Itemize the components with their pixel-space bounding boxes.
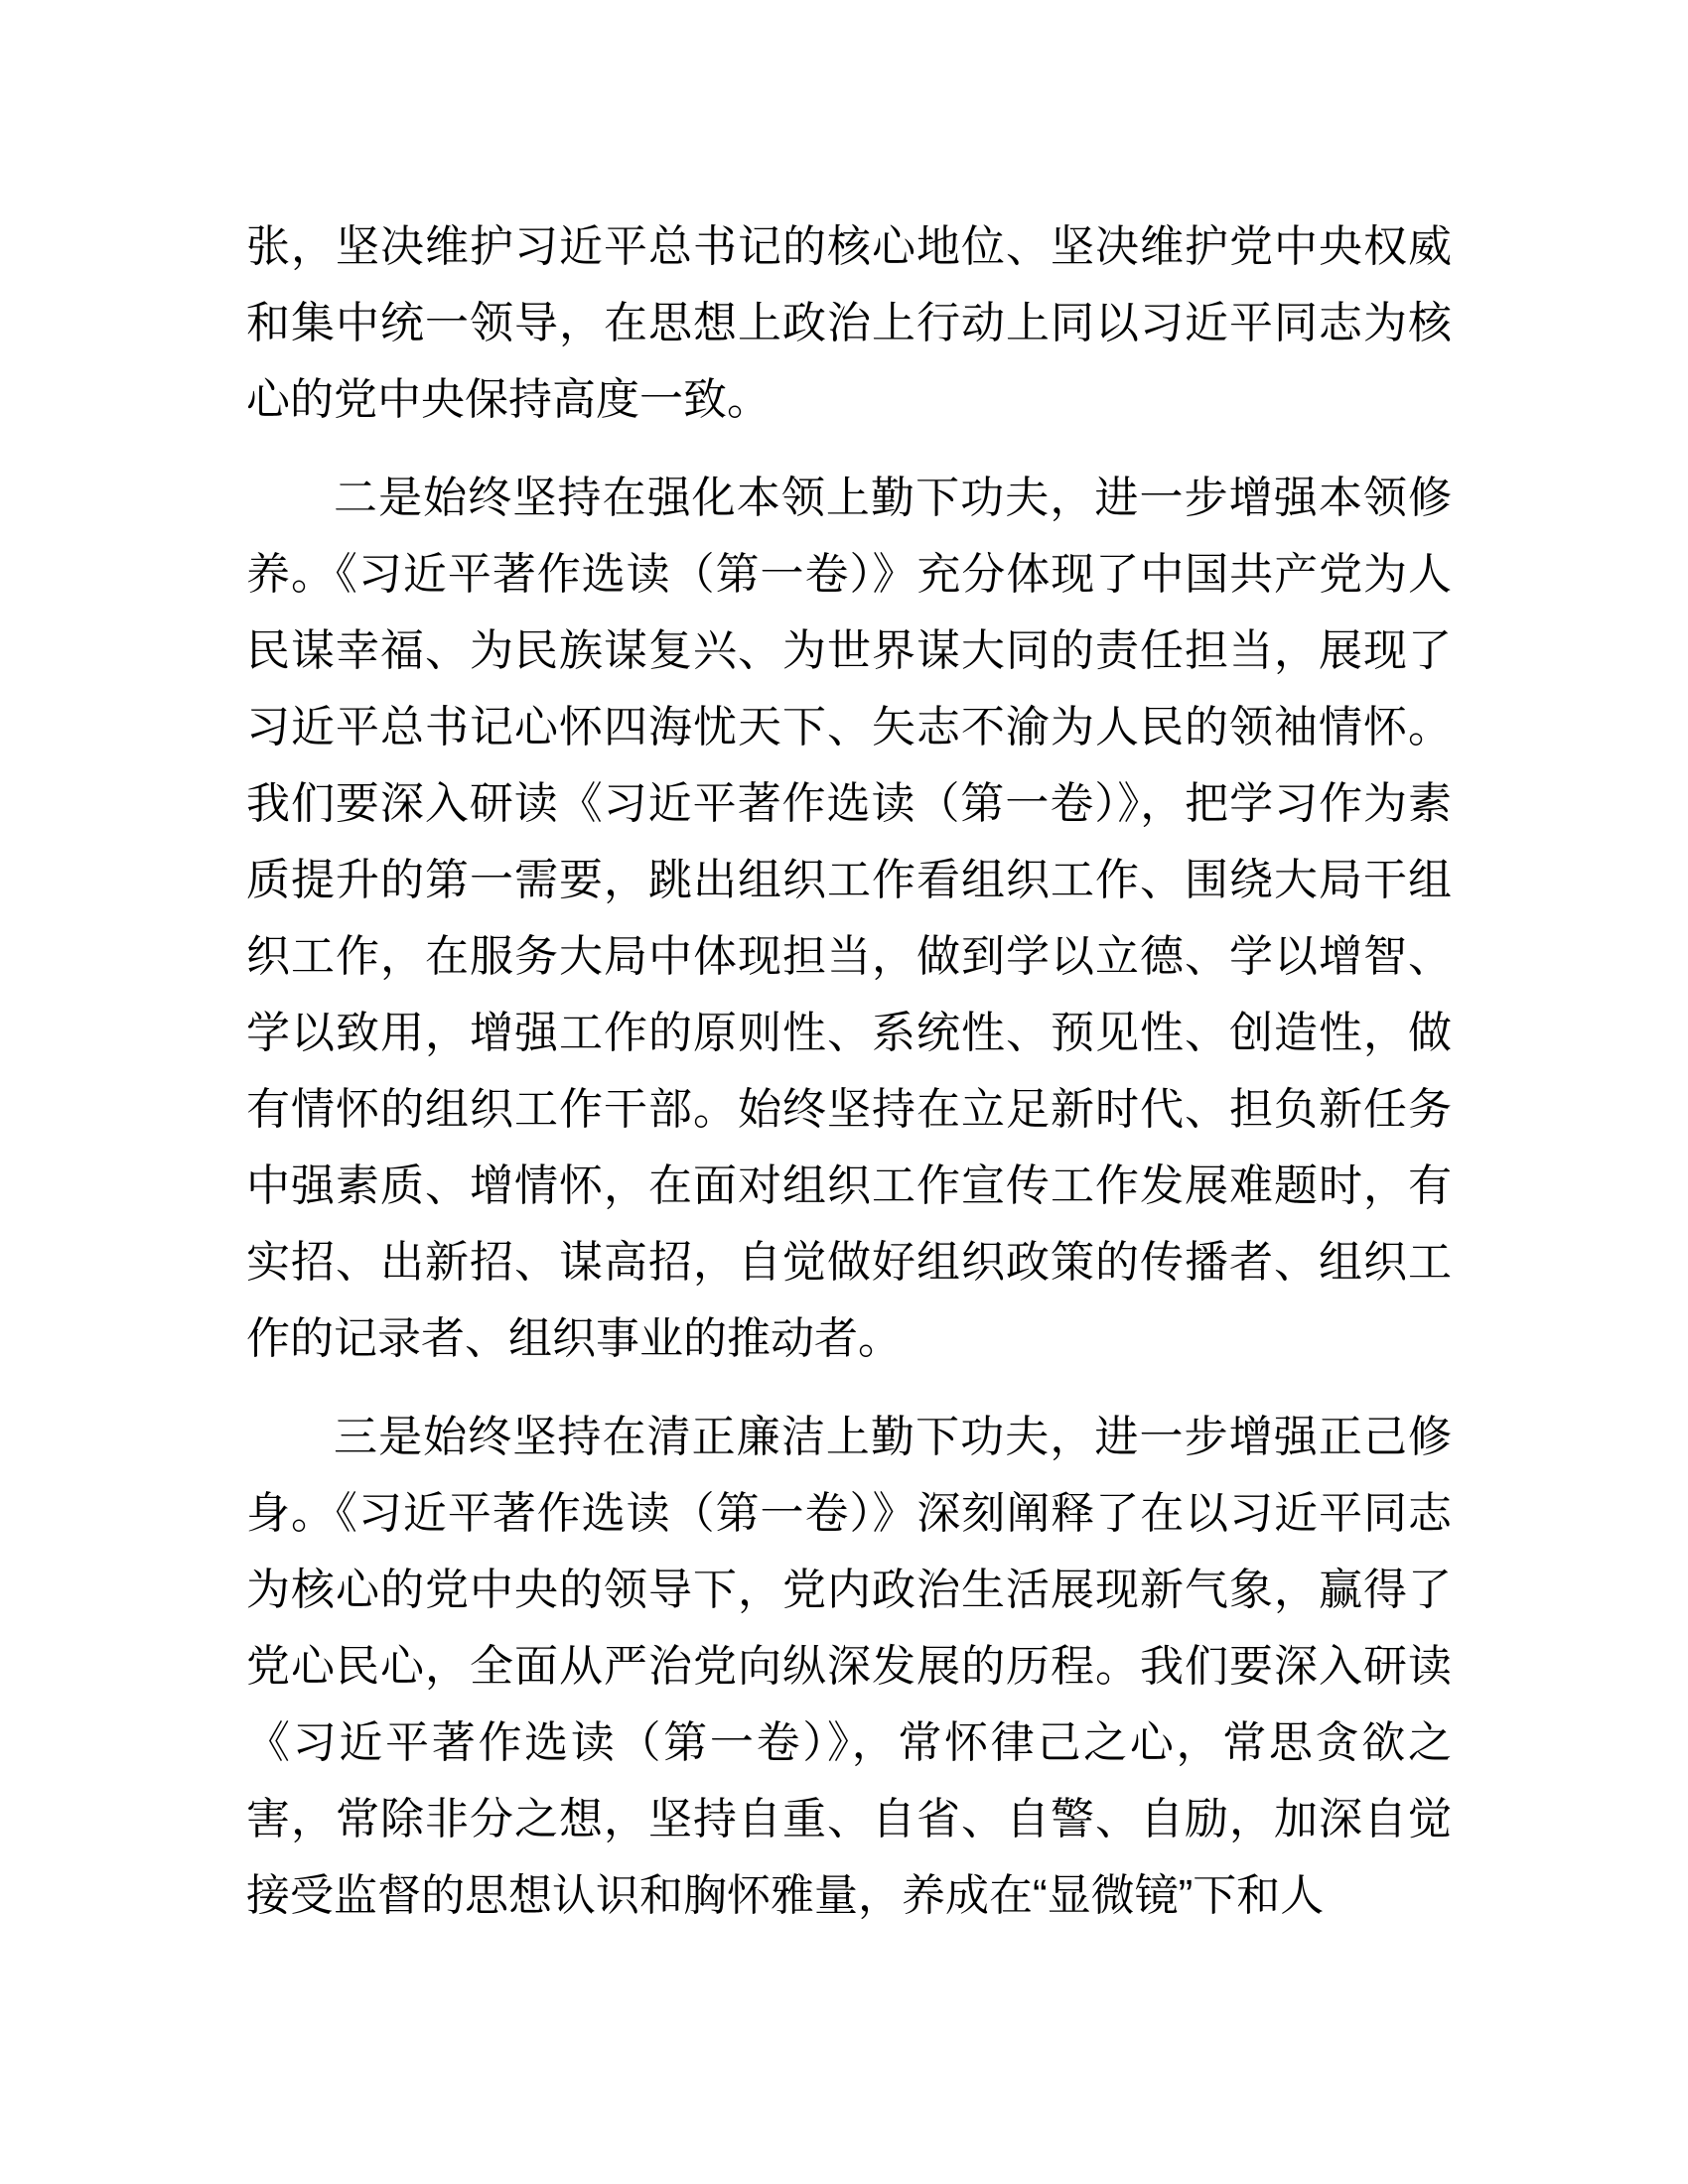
body-paragraph-2: 二是始终坚持在强化本领上勤下功夫，进一步增强本领修养。《习近平著作选读（第一卷）》充分体现了中国共产党为人民谋幸福、为民族谋复兴、为世界谋大同的责任担当，展现了习近平总书记心怀四海忧天下、矢志不渝为人民的领袖情怀。我们要深入研读《习近平著作选读（第一卷）》，把学习作为素质提升的第一需要，跳出组织工作看组织工作、围绕大局干组织工作，在服务大局中体现担当，做到学以立德、学以增智、学以致用，增强工作的原则性、系统性、预见性、创造性，做有情怀的组织工作干部。始终坚持在立足新时代、担负新任务中强素质、增情怀，在面对组织工作宣传工作发展难题时，有实招、出新招、谋高招，自觉做好组织政策的传播者、组织工作的记录者、组织事业的推动者。: [246, 474, 1452, 1363]
text-block: [246, 208, 1452, 1956]
body-paragraph-3: 三是始终坚持在清正廉洁上勤下功夫，进一步增强正己修身。《习近平著作选读（第一卷）》深刻阐释了在以习近平同志为核心的党中央的领导下，党内政治生活展现新气象，赢得了党心民心，全面从严治党向纵深发展的历程。我们要深入研读《习近平著作选读（第一卷）》，常怀律己之心，常思贪欲之害，常除非分之想，坚持自重、自省、自警、自励，加深自觉接受监督的思想认识和胸怀雅量，养成在“显微镜”下和人: [246, 1413, 1452, 1920]
body-paragraph-1: 张，坚决维护习近平总书记的核心地位、坚决维护党中央权威和集中统一领导，在思想上政治上行动上同以习近平同志为核心的党中央保持高度一致。: [246, 222, 1452, 424]
